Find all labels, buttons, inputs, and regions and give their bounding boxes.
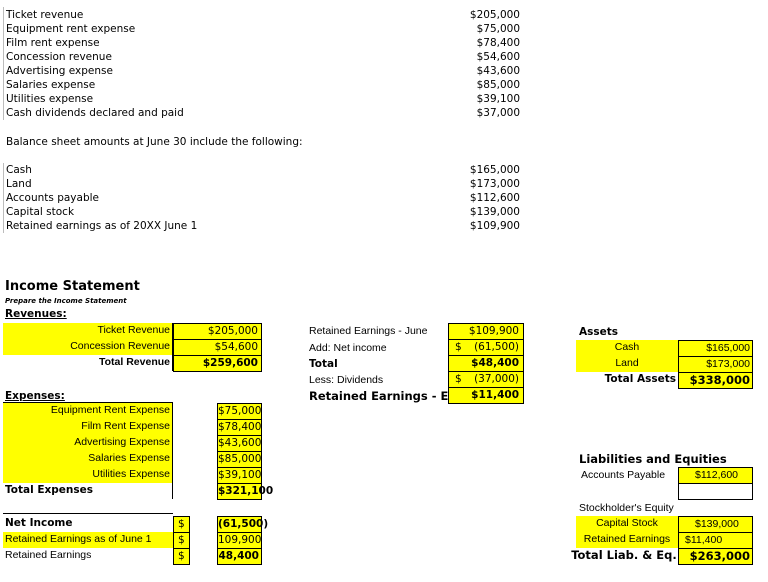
assets-header: Assets (579, 326, 619, 338)
re-june-label: Retained Earnings - June (309, 325, 428, 337)
cash-label: Cash (576, 340, 678, 356)
total-assets-label: Total Assets (604, 373, 676, 385)
balance-item-value: $165,000 (469, 164, 520, 176)
utilities-input[interactable]: $39,100 (217, 467, 262, 484)
item-label-equipment-rent: Equipment rent expense (6, 23, 136, 35)
revenues-header: Revenues: (5, 308, 67, 320)
total-expenses-input[interactable]: $321,100 (217, 483, 262, 500)
add-net-income-value: (61,500) (474, 341, 519, 353)
item-value: $85,000 (476, 79, 520, 91)
item-value: $54,600 (476, 51, 520, 63)
ticket-revenue-input[interactable]: $205,000 (173, 323, 262, 340)
salaries-input[interactable]: $85,000 (217, 451, 262, 468)
balance-item-value: $112,600 (469, 192, 520, 204)
item-label-salaries: Salaries expense (6, 79, 96, 91)
balance-item-label: Capital stock (6, 206, 75, 218)
item-label-ticket-revenue: Ticket revenue (6, 9, 84, 21)
balance-item-label: Land (6, 178, 32, 190)
salaries-label: Salaries Expense (3, 451, 173, 467)
retained-earnings-label: Retained Earnings (5, 549, 92, 561)
re-ending-input[interactable]: $11,400 (448, 387, 524, 404)
stockholders-equity-label: Stockholder's Equity (579, 502, 674, 514)
total-input[interactable]: $48,400 (448, 355, 524, 372)
currency-symbol: $ (455, 341, 462, 353)
advertising-label: Advertising Expense (3, 435, 173, 451)
add-net-income-input[interactable] (448, 339, 524, 356)
item-value: $43,600 (476, 65, 520, 77)
grid-line (3, 163, 4, 233)
balance-item-label: Cash (6, 164, 32, 176)
total-liab-eq-label: Total Liab. & Eq. (571, 548, 677, 562)
net-income-label: Net Income (5, 517, 73, 529)
re-ending-label: Retained Earnings - E (309, 389, 449, 403)
accounts-payable-input[interactable]: $112,600 (678, 467, 753, 484)
concession-revenue-label: Concession Revenue (3, 339, 173, 355)
net-income-input[interactable]: (61,500) (217, 516, 262, 533)
accounts-payable-label: Accounts Payable (581, 469, 666, 481)
item-label-advertising: Advertising expense (6, 65, 113, 77)
retained-earnings-input[interactable]: 48,400 (217, 548, 262, 565)
balance-item-label: Accounts payable (6, 192, 99, 204)
income-statement-title: Income Statement (5, 279, 140, 294)
total-revenue-input[interactable]: $259,600 (173, 355, 262, 372)
cash-input[interactable]: $165,000 (678, 340, 753, 357)
re-june1-label: Retained Earnings as of June 1 (3, 532, 173, 548)
land-label: Land (576, 356, 678, 372)
item-value: $75,000 (476, 23, 520, 35)
item-label-utilities: Utilities expense (6, 93, 94, 105)
expenses-header: Expenses: (5, 390, 65, 402)
item-value: $37,000 (476, 107, 520, 119)
balance-item-value: $139,000 (469, 206, 520, 218)
re-balance-label: Retained Earnings (576, 532, 678, 548)
item-label-film-rent: Film rent expense (6, 37, 100, 49)
ticket-revenue-label: Ticket Revenue (3, 323, 173, 339)
less-dividends-label: Less: Dividends (309, 374, 384, 386)
item-label-concession-revenue: Concession revenue (6, 51, 112, 63)
total-liab-eq-input[interactable]: $263,000 (678, 548, 753, 565)
currency-symbol: $ (173, 532, 190, 549)
item-value: $39,100 (476, 93, 520, 105)
item-value: $78,400 (476, 37, 520, 49)
less-dividends-value: (37,000) (474, 373, 519, 385)
grid-line (3, 7, 4, 120)
re-june-input[interactable]: $109,900 (448, 323, 524, 340)
currency-symbol: $ (173, 516, 190, 533)
film-rent-input[interactable]: $78,400 (217, 419, 262, 436)
film-rent-label: Film Rent Expense (3, 419, 173, 435)
add-net-income-label: Add: Net income (309, 342, 387, 354)
currency-symbol: $ (173, 548, 190, 565)
concession-revenue-input[interactable]: $54,600 (173, 339, 262, 356)
item-value: $205,000 (469, 9, 520, 21)
total-expenses-label: Total Expenses (3, 483, 173, 499)
divider (3, 513, 173, 514)
equipment-rent-input[interactable]: $75,000 (217, 403, 262, 420)
balance-item-value: $109,900 (469, 220, 520, 232)
currency-symbol: $ (455, 373, 462, 385)
capital-stock-label: Capital Stock (576, 516, 678, 532)
utilities-label: Utilities Expense (3, 467, 173, 483)
less-dividends-input[interactable] (448, 371, 524, 388)
item-label-dividends: Cash dividends declared and paid (6, 107, 184, 119)
land-input[interactable]: $173,000 (678, 356, 753, 373)
re-balance-input[interactable]: $11,400 (678, 532, 753, 549)
liabilities-equities-header: Liabilities and Equities (579, 452, 727, 466)
empty-input-cell[interactable] (678, 483, 753, 500)
capital-stock-input[interactable]: $139,000 (678, 516, 753, 533)
balance-item-value: $173,000 (469, 178, 520, 190)
income-statement-subtitle: Prepare the Income Statement (5, 297, 127, 305)
total-revenue-label: Total Revenue (3, 355, 173, 371)
total-assets-input[interactable]: $338,000 (678, 372, 753, 389)
balance-item-label: Retained earnings as of 20XX June 1 (6, 220, 198, 232)
total-label: Total (309, 358, 338, 370)
advertising-input[interactable]: $43,600 (217, 435, 262, 452)
re-june1-input[interactable]: 109,900 (217, 532, 262, 549)
balance-intro-text: Balance sheet amounts at June 30 include the following: (6, 136, 303, 148)
equipment-rent-label: Equipment Rent Expense (3, 403, 173, 419)
